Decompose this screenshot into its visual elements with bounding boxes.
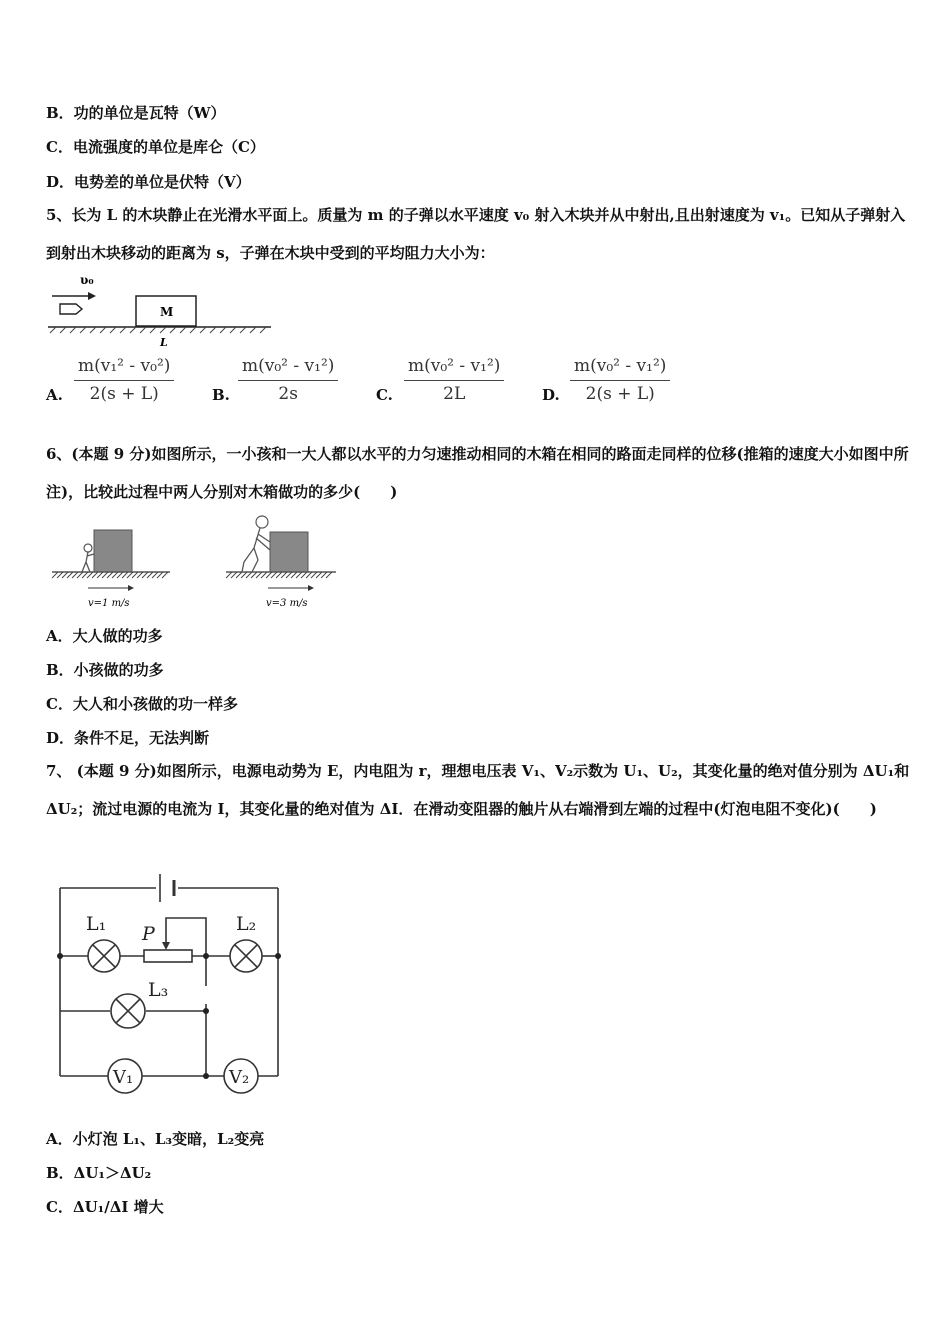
- hatch-mark: [92, 572, 98, 578]
- label-p: P: [142, 923, 155, 945]
- hatch-mark: [246, 572, 252, 578]
- hatch-mark: [80, 327, 86, 333]
- hatch-mark: [266, 572, 272, 578]
- q7-option-c: C．ΔU₁/ΔI 增大: [46, 1198, 164, 1216]
- lamp-l3-cross: [116, 999, 140, 1023]
- q4-option-c: C．电流强度的单位是库仑（C）: [46, 138, 265, 156]
- hatch-mark: [180, 327, 186, 333]
- q7-option-b: B．ΔU₁＞ΔU₂: [46, 1164, 152, 1182]
- hatch-mark: [132, 572, 138, 578]
- lamp-l2-cross: [235, 945, 258, 968]
- right-speed-label: v=3 m/s: [266, 598, 308, 609]
- q5-choice-d-numerator: m(v₀² - v₁²): [570, 356, 670, 381]
- q5-choice-c-fraction: [404, 356, 504, 404]
- q7-option-a: A．小灯泡 L₁、L₃变暗，L₂变亮: [46, 1130, 265, 1148]
- q7-circuit-figure: [46, 866, 286, 1096]
- hatch-mark: [326, 572, 332, 578]
- hatch-mark: [87, 572, 93, 578]
- label-v2: V₂: [229, 1067, 250, 1088]
- lamp-l1-cross: [93, 945, 116, 968]
- q7-stem: 7、 (本题 9 分)如图所示，电源电动势为 E，内电阻为 r，理想电压表 V₁、V₂示数为 U₁、U₂，其变化量的绝对值分别为 ΔU₁和 ΔU₂；流过电源的电流为 I，其变化量的绝对值为 ΔI．在滑动变阻器的触片从右端滑到左端的过程中(灯泡电阻不变化)( ): [46, 762, 910, 818]
- ground-hatch: [50, 327, 266, 333]
- hatch-mark: [190, 327, 196, 333]
- hatch-mark: [160, 327, 166, 333]
- hatch-mark: [241, 572, 247, 578]
- velocity-arrowhead: [88, 292, 96, 300]
- q5-choice-a-denominator: 2(s + L): [89, 384, 159, 404]
- hatch-mark: [137, 572, 143, 578]
- hatch-mark: [112, 572, 118, 578]
- right-box: [270, 532, 308, 572]
- label-l2: L₂: [236, 913, 257, 935]
- hatch-mark: [311, 572, 317, 578]
- q6-option-b: B．小孩做的功多: [46, 661, 164, 679]
- hatch-mark: [130, 327, 136, 333]
- q5-choice-b-numerator: m(v₀² - v₁²): [238, 356, 338, 381]
- hatch-mark: [152, 572, 158, 578]
- child-figure: [82, 552, 94, 572]
- hatch-mark: [316, 572, 322, 578]
- hatch-mark: [256, 572, 262, 578]
- hatch-mark: [157, 572, 163, 578]
- hatch-mark: [102, 572, 108, 578]
- hatch-mark: [67, 572, 73, 578]
- slider-arrowhead: [162, 942, 170, 950]
- q5-choice-c-denominator: 2L: [443, 384, 466, 404]
- label-v1: V₁: [113, 1067, 134, 1088]
- rheostat: [144, 950, 192, 962]
- hatch-mark: [142, 572, 148, 578]
- hatch-mark: [97, 572, 103, 578]
- hatch-mark: [281, 572, 287, 578]
- q6-option-d: D．条件不足，无法判断: [46, 729, 210, 747]
- q4-option-d: D．电势差的单位是伏特（V）: [46, 173, 251, 191]
- hatch-mark: [107, 572, 113, 578]
- left-speed-arrowhead: [128, 585, 134, 591]
- hatch-mark: [110, 327, 116, 333]
- hatch-mark: [100, 327, 106, 333]
- right-ground-hatch: [226, 572, 332, 578]
- hatch-mark: [127, 572, 133, 578]
- hatch-mark: [301, 572, 307, 578]
- q5-length-label: L: [160, 336, 168, 349]
- hatch-mark: [236, 572, 242, 578]
- q6-option-c: C．大人和小孩做的功一样多: [46, 695, 238, 713]
- hatch-mark: [231, 572, 237, 578]
- hatch-mark: [140, 327, 146, 333]
- hatch-mark: [220, 327, 226, 333]
- hatch-mark: [230, 327, 236, 333]
- q5-choice-b-fraction: [238, 356, 338, 404]
- adult-head: [256, 516, 268, 528]
- hatch-mark: [170, 327, 176, 333]
- q6-push-box-figure: [46, 512, 346, 612]
- hatch-mark: [296, 572, 302, 578]
- hatch-mark: [271, 572, 277, 578]
- hatch-mark: [226, 572, 232, 578]
- q4-option-b: B．功的单位是瓦特（W）: [46, 104, 226, 122]
- q6-stem: 6、(本题 9 分)如图所示，一小孩和一大人都以水平的力匀速推动相同的木箱在相同的路面走同样的位移(推箱的速度大小如图中所注)，比较此过程中两人分别对木箱做功的多少( ): [46, 445, 909, 501]
- q5-stem: 5、长为 L 的木块静止在光滑水平面上。质量为 m 的子弹以水平速度 v₀ 射入木块并从中射出,且出射速度为 v₁。已知从子弹射入到射出木块移动的距离为 s，子弹在木块中受到的平均阻力大小为：: [46, 206, 906, 262]
- hatch-mark: [286, 572, 292, 578]
- left-ground-hatch: [52, 572, 168, 578]
- hatch-mark: [150, 327, 156, 333]
- label-l1: L₁: [86, 913, 107, 935]
- q5-block-label: M: [160, 305, 174, 319]
- q5-choice-d-fraction: [570, 356, 670, 404]
- hatch-mark: [147, 572, 153, 578]
- q5-choice-a-numerator: m(v₁² - v₀²): [74, 356, 174, 381]
- left-box: [94, 530, 132, 572]
- hatch-mark: [77, 572, 83, 578]
- q5-choice-d-denominator: 2(s + L): [585, 384, 655, 404]
- hatch-mark: [261, 572, 267, 578]
- hatch-mark: [117, 572, 123, 578]
- left-speed-label: v=1 m/s: [88, 598, 130, 609]
- hatch-mark: [52, 572, 58, 578]
- hatch-mark: [210, 327, 216, 333]
- q5-choice-b-label: B.: [212, 386, 230, 404]
- hatch-mark: [240, 327, 246, 333]
- hatch-mark: [62, 572, 68, 578]
- child-head: [84, 544, 92, 552]
- hatch-mark: [162, 572, 168, 578]
- hatch-mark: [260, 327, 266, 333]
- q5-choice-c-label: C.: [376, 386, 393, 404]
- q5-choice-b-denominator: 2s: [278, 384, 298, 404]
- hatch-mark: [57, 572, 63, 578]
- hatch-mark: [90, 327, 96, 333]
- hatch-mark: [251, 572, 257, 578]
- q5-choice-a-fraction: [74, 356, 174, 404]
- bullet: [60, 304, 82, 314]
- hatch-mark: [70, 327, 76, 333]
- q6-option-a: A．大人做的功多: [46, 627, 163, 645]
- hatch-mark: [120, 327, 126, 333]
- q5-choice-a-label: A.: [46, 386, 63, 404]
- hatch-mark: [122, 572, 128, 578]
- hatch-mark: [291, 572, 297, 578]
- q5-choice-d-label: D.: [542, 386, 560, 404]
- hatch-mark: [50, 327, 56, 333]
- hatch-mark: [82, 572, 88, 578]
- hatch-mark: [72, 572, 78, 578]
- q5-velocity-label: υ₀: [80, 273, 94, 287]
- q5-choice-c-numerator: m(v₀² - v₁²): [404, 356, 504, 381]
- label-l3: L₃: [148, 979, 169, 1001]
- hatch-mark: [200, 327, 206, 333]
- adult-figure: [242, 528, 270, 572]
- hatch-mark: [306, 572, 312, 578]
- hatch-mark: [250, 327, 256, 333]
- hatch-mark: [60, 327, 66, 333]
- right-speed-arrowhead: [308, 585, 314, 591]
- q5-bullet-block-figure: [46, 270, 276, 350]
- hatch-mark: [321, 572, 327, 578]
- hatch-mark: [276, 572, 282, 578]
